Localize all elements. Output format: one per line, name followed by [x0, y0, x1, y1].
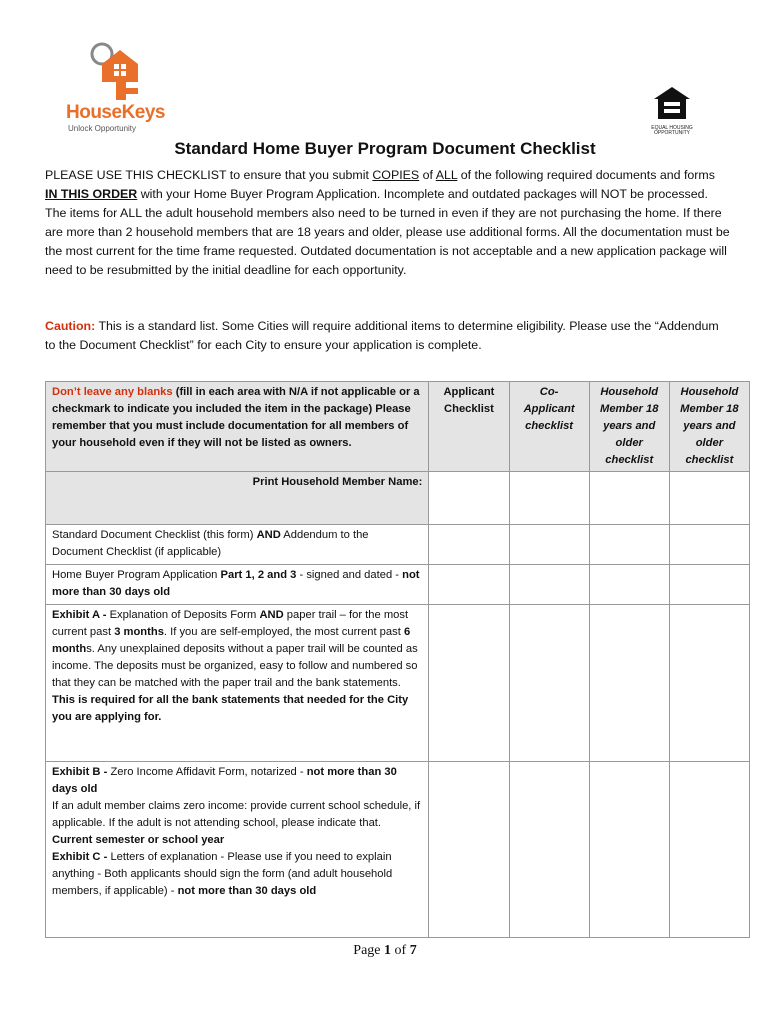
equal-housing-icon [652, 85, 692, 121]
row-standard-checklist: Standard Document Checklist (this form) AND Addendum to the Document Checklist (if applicable) [46, 525, 429, 565]
checkbox-cell[interactable] [509, 605, 589, 762]
page-number: Page 1 of 7 [353, 943, 417, 958]
document-checklist-table [45, 381, 750, 938]
caution-paragraph: Caution: This is a standard list. Some Cities will require additional items to determine eligibility. Please use the “Addendum to the Document Checklist” for each City to ensure your application is complete. [45, 319, 719, 352]
co-applicant-name-input[interactable] [509, 472, 589, 525]
household-member-1-name-input[interactable] [589, 472, 669, 525]
equal-housing-logo [646, 85, 698, 136]
checkbox-cell[interactable] [669, 762, 749, 938]
checkbox-cell[interactable] [429, 762, 509, 938]
instructions-header: Don’t leave any blanks (fill in each area with N/A if not applicable or a checkmark to indicate you included the item in the package) Please remember that you must include documentation for all members of your household even if they will not be listed as owners. [46, 382, 429, 472]
brand-tagline: Unlock Opportunity [68, 124, 137, 133]
checkbox-cell[interactable] [509, 762, 589, 938]
print-name-label: Print Household Member Name: [46, 472, 429, 525]
intro-paragraph: PLEASE USE THIS CHECKLIST to ensure that you submit COPIES of ALL of the following required documents and forms IN THIS ORDER with your Home Buyer Program Application. Incomplete and outdated packages will NOT be processed. The items for ALL the adult household members also need to be turned in even if they are not purchasing the home. If there are more than 2 household members that are 18 years and older, please use additional forms. All the documentation must be the most current for the time frame requested. Outdated documentation is not acceptable and a new application package will need to be resubmitted by the initial deadline for each opportunity. [45, 168, 730, 277]
checkbox-cell[interactable] [669, 525, 749, 565]
checkbox-cell[interactable] [509, 525, 589, 565]
checkbox-cell[interactable] [589, 762, 669, 938]
checkbox-cell[interactable] [509, 565, 589, 605]
row-application: Home Buyer Program Application Part 1, 2 and 3 - signed and dated - not more than 30 days old [46, 565, 429, 605]
caution-label: Caution: [45, 319, 96, 333]
row-exhibit-b-c: Exhibit B - Zero Income Affidavit Form, notarized - not more than 30 days old If an adult member claims zero income: provide current school schedule, if applicable. If the adult is not attending school, please indicate that. Current semester or school year Exhibit C - Letters of explanation - Please use if you need to explain anything - Both applicants should sign the form (and adult household members, if applicable) - not more than 30 days old [46, 762, 429, 938]
co-applicant-column-header: Co-Applicant checklist [509, 382, 589, 472]
equal-housing-label: EQUAL HOUSING OPPORTUNITY [651, 125, 693, 136]
checkbox-cell[interactable] [589, 565, 669, 605]
checkbox-cell[interactable] [429, 565, 509, 605]
row-exhibit-a: Exhibit A - Explanation of Deposits Form AND paper trail – for the most current past 3 months. If you are self-employed, the most current past 6 months. Any unexplained deposits without a paper trail will be counted as income. The deposits must be organized, easy to follow and numbered so that they can be matched with the paper trail and the bank statements. This is required for all the bank statements that needed for the City you are applying for. [46, 605, 429, 762]
household-member-2-name-input[interactable] [669, 472, 749, 525]
applicant-column-header: Applicant Checklist [429, 382, 509, 472]
house-key-icon [80, 42, 150, 104]
brand-name: HouseKeys [66, 102, 165, 123]
checkbox-cell[interactable] [429, 525, 509, 565]
checkbox-cell[interactable] [589, 525, 669, 565]
household-member-1-column-header: Household Member 18 years and older checklist [589, 382, 669, 472]
checkbox-cell[interactable] [669, 565, 749, 605]
page-title: Standard Home Buyer Program Document Checklist [174, 139, 596, 158]
housekeys-logo [60, 42, 180, 137]
checkbox-cell[interactable] [429, 605, 509, 762]
household-member-2-column-header: Household Member 18 years and older checklist [669, 382, 749, 472]
applicant-name-input[interactable] [429, 472, 509, 525]
checkbox-cell[interactable] [669, 605, 749, 762]
checkbox-cell[interactable] [589, 605, 669, 762]
